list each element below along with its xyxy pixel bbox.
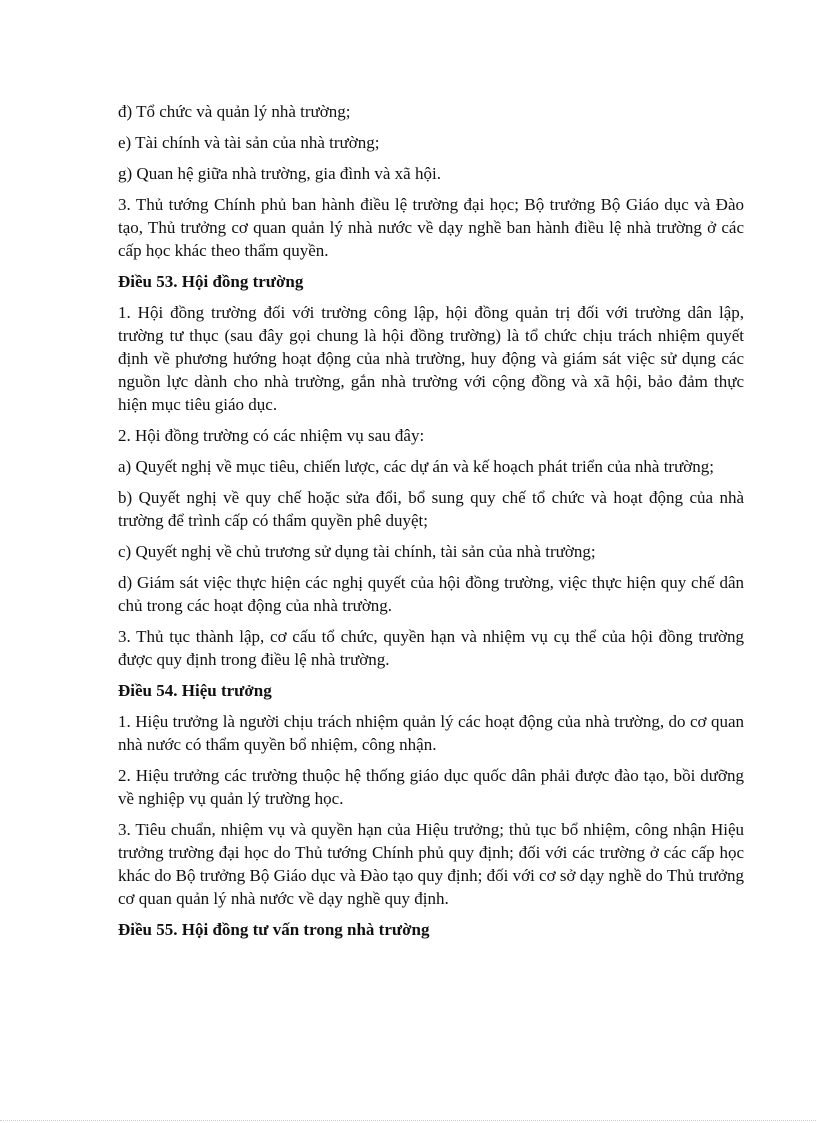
article-53-item-a: a) Quyết nghị về mục tiêu, chiến lược, các dự án và kế hoạch phát triển của nhà trường;	[118, 457, 715, 476]
article-54-clause-2: 2. Hiệu trưởng các trường thuộc hệ thống giáo dục quốc dân phải được đào tạo, bồi dưỡng về nghiệp vụ quản lý trường học.	[118, 766, 744, 808]
article-53-clause-1: 1. Hội đồng trường đối với trường công lập, hội đồng quản trị đối với trường dân lập, trường tư thục (sau đây gọi chung là hội đồng trường) là tổ chức chịu trách nhiệm quyết định về phương hướng hoạt động của nhà trường, huy động và giám sát việc sử dụng các nguồn lực dành cho nhà trường, gắn nhà trường với cộng đồng và xã hội, bảo đảm thực hiện mục tiêu giáo dục.	[118, 303, 744, 414]
article-53-heading: Điều 53. Hội đồng trường	[118, 272, 304, 291]
article-55-heading: Điều 55. Hội đồng tư vấn trong nhà trường	[118, 920, 430, 939]
article-53-clause-2: 2. Hội đồng trường có các nhiệm vụ sau đây:	[118, 426, 425, 445]
article-53-item-d: d) Giám sát việc thực hiện các nghị quyết của hội đồng trường, việc thực hiện quy chế dân chủ trong các hoạt động của nhà trường.	[118, 573, 744, 615]
article-54-heading: Điều 54. Hiệu trưởng	[118, 681, 272, 700]
article-53-item-b: b) Quyết nghị về quy chế hoặc sửa đổi, bổ sung quy chế tổ chức và hoạt động của nhà trường để trình cấp có thẩm quyền phê duyệt;	[118, 488, 744, 530]
document-page	[118, 100, 744, 949]
clause-3-charter: 3. Thủ tướng Chính phủ ban hành điều lệ trường đại học; Bộ trưởng Bộ Giáo dục và Đào tạo, Thủ trưởng cơ quan quản lý nhà nước về dạy nghề ban hành điều lệ nhà trường ở các cấp học khác theo thẩm quyền.	[118, 195, 744, 260]
article-54-clause-3: 3. Tiêu chuẩn, nhiệm vụ và quyền hạn của Hiệu trưởng; thủ tục bổ nhiệm, công nhận Hiệu trưởng trường đại học do Thủ tướng Chính phủ quy định; đối với các trường ở các cấp học khác do Bộ trưởng Bộ Giáo dục và Đào tạo quy định; đối với cơ sở dạy nghề do Thủ trưởng cơ quan quản lý nhà nước về dạy nghề quy định.	[118, 820, 744, 908]
clause-d-management: đ) Tổ chức và quản lý nhà trường;	[118, 102, 351, 121]
article-53-clause-3: 3. Thủ tục thành lập, cơ cấu tổ chức, quyền hạn và nhiệm vụ cụ thể của hội đồng trường được quy định trong điều lệ nhà trường.	[118, 627, 744, 669]
clause-g-relations: g) Quan hệ giữa nhà trường, gia đình và xã hội.	[118, 164, 441, 183]
page-bottom-divider	[0, 1120, 816, 1121]
article-53-item-c: c) Quyết nghị về chủ trương sử dụng tài chính, tài sản của nhà trường;	[118, 542, 596, 561]
clause-e-finance: e) Tài chính và tài sản của nhà trường;	[118, 133, 380, 152]
article-54-clause-1: 1. Hiệu trưởng là người chịu trách nhiệm quản lý các hoạt động của nhà trường, do cơ quan nhà nước có thẩm quyền bổ nhiệm, công nhận.	[118, 712, 744, 754]
